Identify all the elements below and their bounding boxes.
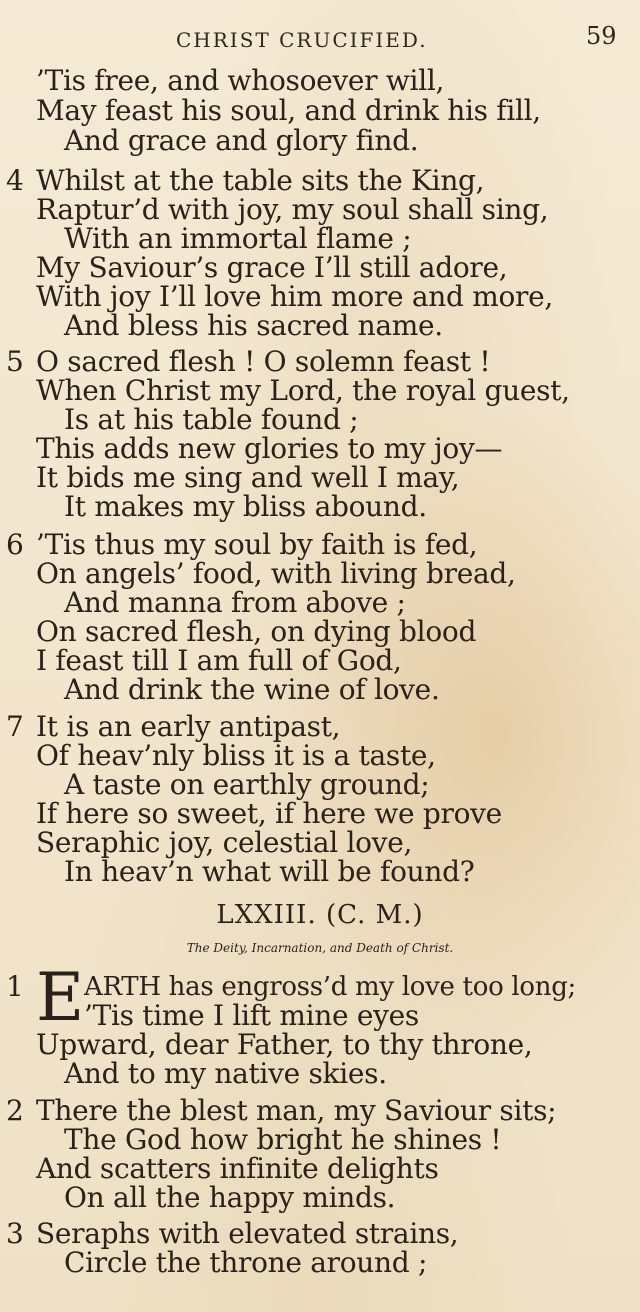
verse-line: On sacred flesh, on dying blood — [36, 615, 477, 648]
verse-line: And to my native skies. — [64, 1057, 387, 1090]
verse-line: Is at his table found ; — [64, 403, 359, 436]
verse-line: O sacred flesh ! O solemn feast ! — [36, 345, 491, 378]
verse-line: In heav’n what will be found? — [64, 855, 475, 888]
verse-line: Seraphic joy, celestial love, — [36, 826, 413, 859]
stanza-number: 5 — [6, 345, 24, 378]
verse-line: And scatters infinite delights — [36, 1152, 439, 1185]
verse-line: If here so sweet, if here we prove — [36, 797, 502, 830]
running-head: CHRIST CRUCIFIED. — [176, 28, 428, 52]
verse-line: Upward, dear Father, to thy throne, — [36, 1028, 533, 1061]
verse-line: Of heav’nly bliss it is a taste, — [36, 739, 436, 772]
verse-line: With an immortal flame ; — [64, 222, 412, 255]
drop-cap: E — [36, 959, 85, 1036]
stanza-number: 2 — [6, 1094, 24, 1127]
verse-line: Circle the throne around ; — [64, 1246, 428, 1279]
verse-line: And manna from above ; — [64, 586, 406, 619]
verse-line: May feast his soul, and drink his fill, — [36, 94, 541, 127]
page-number: 59 — [586, 22, 617, 50]
verse-line: The God how bright he shines ! — [64, 1123, 502, 1156]
verse-line: ARTH has engross’d my love too long; — [84, 972, 576, 1002]
verse-line: On all the happy minds. — [64, 1181, 396, 1214]
verse-line: And bless his sacred name. — [64, 309, 443, 342]
hymn-subtitle: The Deity, Incarnation, and Death of Christ. — [186, 941, 454, 955]
hymn-title: LXXIII. (C. M.) — [216, 900, 424, 930]
stanza-number: 4 — [6, 164, 24, 197]
verse-line: Seraphs with elevated strains, — [36, 1217, 459, 1250]
verse-line: There the blest man, my Saviour sits; — [36, 1094, 557, 1127]
verse-line: It bids me sing and well I may, — [36, 461, 460, 494]
verse-line: This adds new glories to my joy— — [36, 432, 503, 465]
verse-line: It is an early antipast, — [36, 710, 341, 743]
verse-line: Raptur’d with joy, my soul shall sing, — [36, 193, 549, 226]
verse-line: With joy I’ll love him more and more, — [36, 280, 553, 313]
verse-line: My Saviour’s grace I’ll still adore, — [36, 251, 508, 284]
verse-line: ’Tis time I lift mine eyes — [84, 999, 419, 1032]
stanza-number: 1 — [6, 970, 24, 1003]
verse-line: ’Tis thus my soul by faith is fed, — [36, 528, 478, 561]
verse-line: And drink the wine of love. — [64, 673, 440, 706]
verse-line: ’Tis free, and whosoever will, — [36, 64, 445, 97]
stanza-number: 3 — [6, 1217, 24, 1250]
page-header — [0, 22, 640, 56]
verse-line: It makes my bliss abound. — [64, 490, 427, 523]
verse-line: On angels’ food, with living bread, — [36, 557, 516, 590]
verse-line: When Christ my Lord, the royal guest, — [36, 374, 570, 407]
verse-line: I feast till I am full of God, — [36, 644, 402, 677]
verse-line: And grace and glory find. — [64, 124, 419, 157]
verse-line: Whilst at the table sits the King, — [36, 164, 485, 197]
verse-line: A taste on earthly ground; — [64, 768, 430, 801]
stanza-number: 6 — [6, 528, 24, 561]
stanza-number: 7 — [6, 710, 24, 743]
